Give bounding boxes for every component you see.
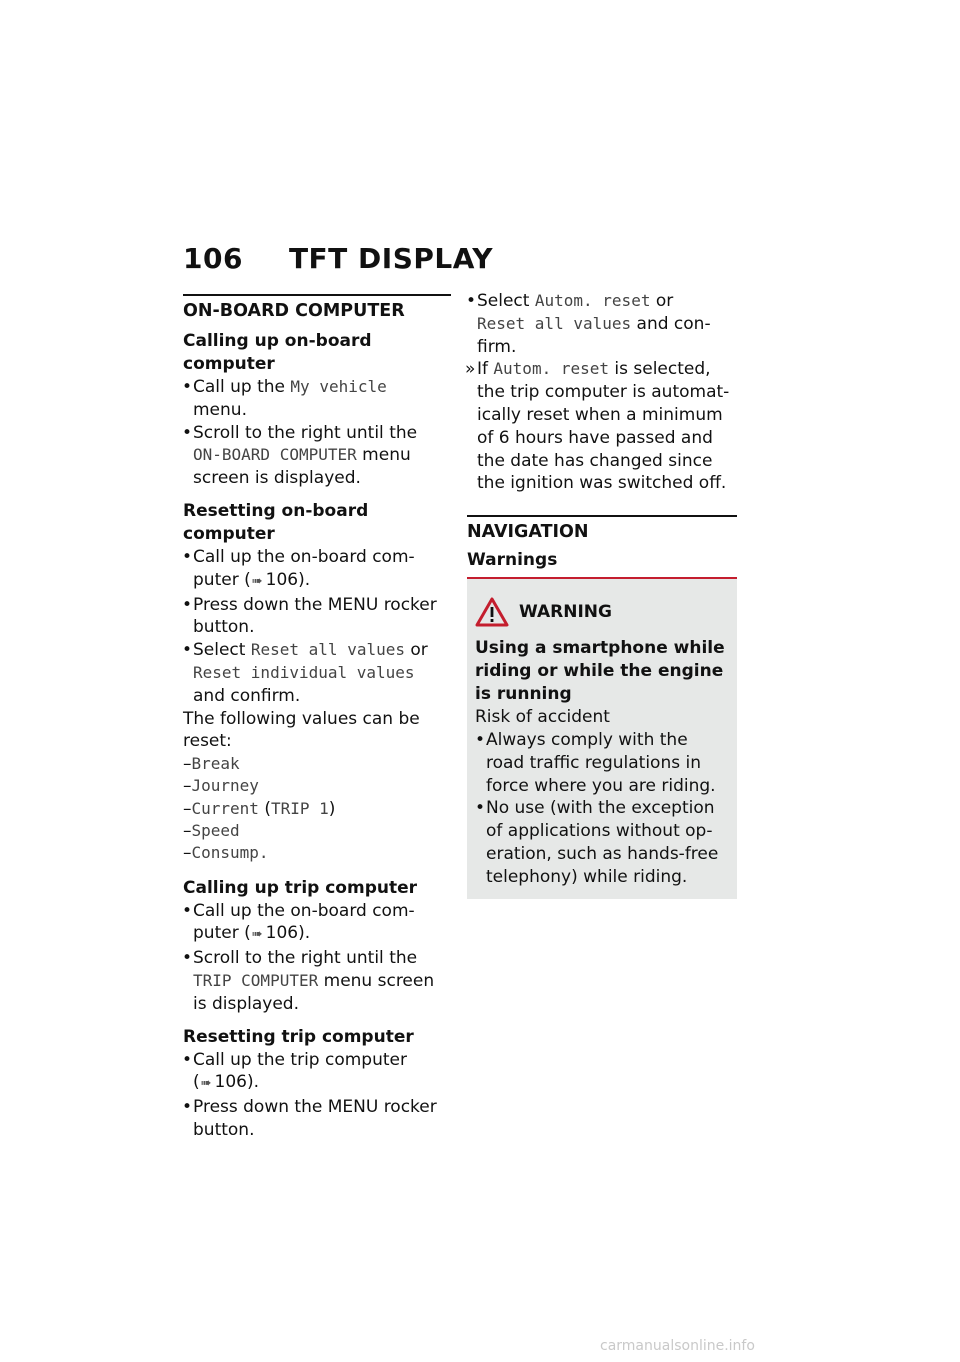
warning-heading: Using a smartphone while riding or while the engine is running (475, 638, 725, 705)
page-title: TFT DISPLAY (288, 242, 493, 275)
section-title-onboard-computer: ON-BOARD COMPUTER (183, 301, 405, 321)
list-item: • Scroll to the right until the TRIP COMPUTER menu screen is displayed. (183, 947, 451, 1015)
value-item: –Break (183, 754, 240, 775)
value-item: –Speed (183, 821, 240, 842)
subheading-warnings: Warnings (467, 550, 558, 571)
value-item: –Current (TRIP 1) (183, 798, 336, 819)
warning-label: WARNING (475, 597, 729, 627)
section-rule (467, 515, 737, 517)
page-number: 106 (183, 242, 243, 275)
cross-reference-arrow-icon: ➠ (200, 1076, 212, 1092)
list-item: • Call up the My vehicle menu. (183, 376, 451, 422)
list-item: • Press down the MENU rocker button. (183, 1096, 451, 1142)
list-item: • Call up the trip computer (➠ 106). (183, 1049, 451, 1097)
warning-triangle-icon (475, 597, 509, 627)
list-item: • Select Autom. reset or Reset all values and con-firm. (467, 290, 737, 358)
subheading-resetting-trip: Resetting trip computer (183, 1026, 414, 1047)
subheading-resetting: Resetting on-board computer (183, 500, 369, 544)
subheading-trip-computer: Calling up trip computer (183, 877, 418, 898)
warning-risk: Risk of accident (475, 707, 610, 728)
list-item: • Call up the on-board com-puter (➠ 106). (183, 546, 451, 594)
warning-list-item: • Always comply with the road traffic regulations in force where you are riding. (475, 729, 729, 797)
cross-reference-arrow-icon: ➠ (251, 927, 263, 943)
subheading-calling-up: Calling up on-board computer (183, 331, 372, 374)
list-item: • Select Reset all values or Reset individual values and confirm. (183, 639, 451, 707)
warning-list-item: • No use (with the exception of applications without op-eration, such as hands-free telephony) while riding. (475, 797, 729, 888)
page-header (183, 242, 493, 275)
value-item: –Consump. (183, 843, 269, 864)
cross-reference-arrow-icon: ➠ (251, 573, 263, 589)
watermark: carmanualsonline.info (600, 1338, 755, 1354)
left-column (183, 294, 451, 1142)
value-item: –Journey (183, 776, 259, 797)
warning-box (467, 577, 737, 898)
list-item: • Press down the MENU rocker button. (183, 594, 451, 640)
list-item: » If Autom. reset is selected, the trip computer is automat-ically reset when a minimum of 6 hours have passed and the date has changed since the ignition was switched off. (467, 358, 737, 495)
section-title-navigation: NAVIGATION (467, 522, 589, 543)
section-rule (183, 294, 451, 296)
right-column (467, 290, 737, 899)
list-item: • Scroll to the right until the ON-BOARD COMPUTER menu screen is displayed. (183, 422, 451, 490)
list-item: • Call up the on-board com-puter (➠ 106). (183, 900, 451, 948)
reset-note: The following values can be reset: (183, 708, 420, 752)
